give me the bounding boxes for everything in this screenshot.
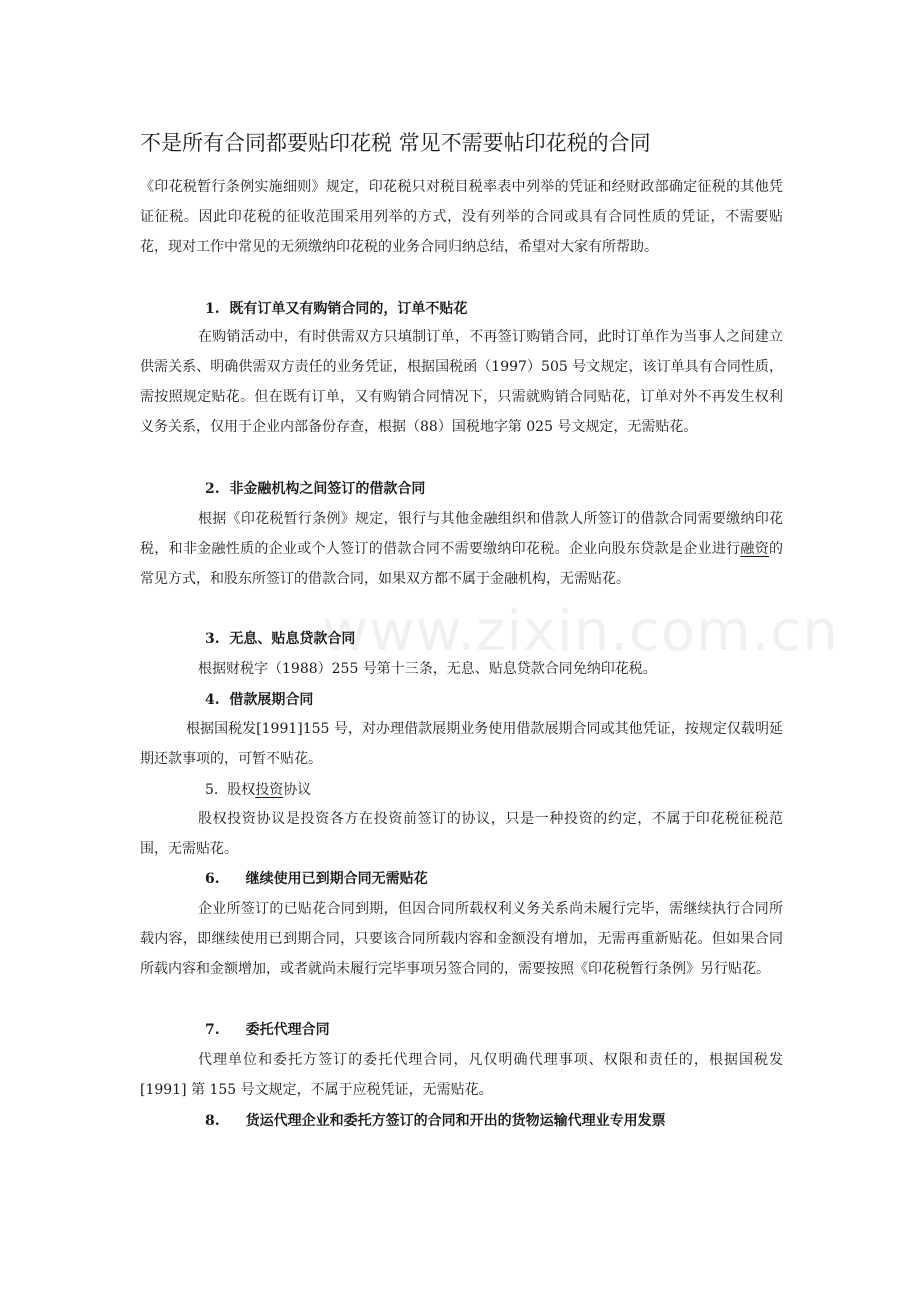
section-2-body-pre: 根据《印花税暂行条例》规定，银行与其他金融组织和借款人所签订的借款合同需要缴纳印花税，和非金融性质的企业或个人签订的借款合同不需要缴纳印花税。企业向股东贷款是企业进行 xyxy=(140,511,783,557)
section-7-heading xyxy=(205,1015,330,1045)
section-7-body: 代理单位和委托方签订的委托代理合同，凡仅明确代理事项、权限和责任的，根据国税发[1991] 第 155 号文规定，不属于应税凭证，无需贴花。 xyxy=(140,1052,783,1098)
section-5-title-pre: 股权 xyxy=(227,782,256,798)
section-3-number: 3. xyxy=(205,631,220,647)
section-6-title: 继续使用已到期合同无需贴花 xyxy=(245,871,428,887)
intro-paragraph: 《印花税暂行条例实施细则》规定，印花税只对税目税率表中列举的凭证和经财政部确定征税的其他凭证征税。因此印花税的征收范围采用列举的方式，没有列举的合同或具有合同性质的凭证，不需要贴花，现对工作中常见的无须缴纳印花税的业务合同归纳总结，希望对大家有所帮助。 xyxy=(140,179,783,255)
section-2-body-post: 的常见方式，和股东所签订的借款合同，如果双方都不属于金融机构，无需贴花。 xyxy=(140,541,783,587)
section-5-body: 股权投资协议是投资各方在投资前签订的协议，只是一种投资的约定，不属于印花税征税范围，无需贴花。 xyxy=(140,811,783,857)
document-title: 不是所有合同都要贴印花税 常见不需要帖印花税的合同 xyxy=(140,131,651,155)
section-5-title-post: 协议 xyxy=(283,782,312,798)
investment-link[interactable]: 投资 xyxy=(255,782,284,798)
section-3-title: 无息、贴息贷款合同 xyxy=(229,631,356,647)
section-7-number: 7. xyxy=(205,1022,220,1038)
section-1-title: 既有订单又有购销合同的，订单不贴花 xyxy=(229,301,468,317)
section-6-heading xyxy=(205,864,428,894)
section-1-body: 在购销活动中，有时供需双方只填制订单，不再签订购销合同，此时订单作为当事人之间建立供需关系、明确供需双方责任的业务凭证，根据国税函（1997）505 号文规定，该订单具有合同性质，需按照规定贴花。但在既有订单，又有购销合同情况下，只需就购销合同贴花，订单对外不再发生权利义务关系，仅用于企业内部备份存查，根据（88）国税地字第 025 号文规定，无需贴花。 xyxy=(140,329,783,435)
section-8-number: 8. xyxy=(205,1113,220,1129)
section-4-body: 根据国税发[1991]155 号，对办理借款展期业务使用借款展期合同或其他凭证，按规定仅载明延期还款事项的，可暂不贴花。 xyxy=(140,721,783,767)
section-4-heading xyxy=(205,685,313,715)
financing-link[interactable]: 融资 xyxy=(740,541,769,557)
section-7-title: 委托代理合同 xyxy=(245,1022,330,1038)
section-1-heading xyxy=(205,294,467,324)
section-1-number: 1. xyxy=(205,301,220,317)
section-3-body: 根据财税字（1988）255 号第十三条，无息、贴息贷款合同免纳印花税。 xyxy=(198,661,657,677)
section-8-title: 货运代理企业和委托方签订的合同和开出的货物运输代理业专用发票 xyxy=(245,1113,666,1129)
section-6-number: 6. xyxy=(205,871,220,887)
section-8-heading xyxy=(205,1106,666,1136)
section-2-title: 非金融机构之间签订的借款合同 xyxy=(229,481,426,497)
section-2-body xyxy=(140,504,783,594)
section-4-number: 4. xyxy=(205,692,220,708)
section-6-body: 企业所签订的已贴花合同到期，但因合同所载权利义务关系尚未履行完毕，需继续执行合同所载内容，即继续使用已到期合同，只要该合同所载内容和金额没有增加，无需再重新贴花。但如果合同所载内容和金额增加，或者就尚未履行完毕事项另签合同的，需要按照《印花税暂行条例》另行贴花。 xyxy=(140,901,783,977)
section-4-title: 借款展期合同 xyxy=(229,692,314,708)
watermark: www.zixin.com.cn xyxy=(322,599,839,664)
section-2-number: 2. xyxy=(205,481,220,497)
section-5-heading xyxy=(205,775,311,805)
section-2-heading xyxy=(205,474,425,504)
section-5-number: 5. xyxy=(205,782,219,798)
